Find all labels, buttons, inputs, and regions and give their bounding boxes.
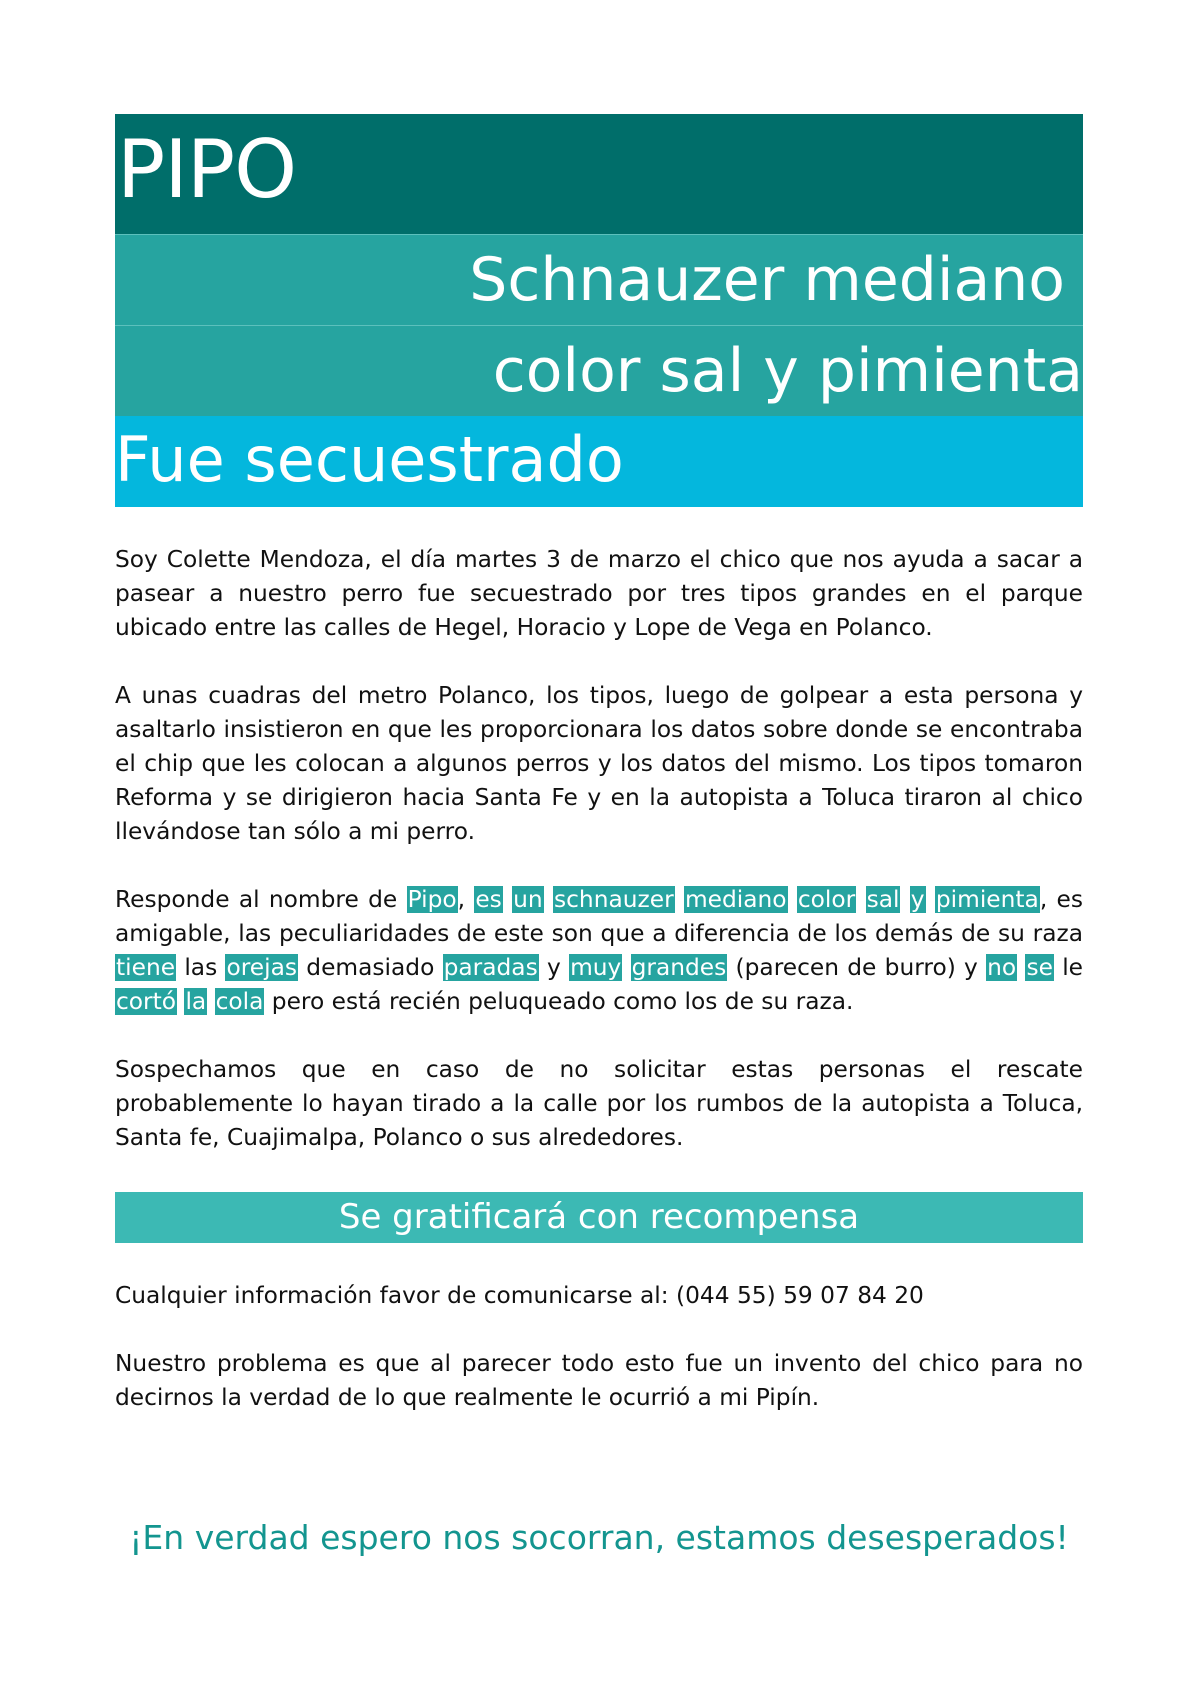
paragraph-problem: Nuestro problema es que al parecer todo esto fue un invento del chico para no decirnos la verdad de lo que realmente le ocurrió a mi Pipín. — [115, 1350, 1083, 1411]
paragraph-incident: A unas cuadras del metro Polanco, los tipos, luego de golpear a esta persona y asaltarlo insistieron en que les proporcionara los datos sobre donde se encontraba el chip que les colocan a algunos perros y los datos del mismo. Los tipos tomaron Reforma y se dirigieron hacia Santa Fe y en la autopista a Toluca tiraron al chico llevándose tan sólo a mi perro. — [115, 682, 1083, 845]
highlight-word: orejas — [226, 954, 298, 981]
text-fragment: Responde al nombre de — [115, 886, 407, 913]
highlight-word: se — [1026, 954, 1053, 981]
highlight-word: es — [475, 886, 502, 913]
text-fragment: (parecen de burro) y — [727, 954, 987, 981]
text-fragment: demasiado — [298, 954, 443, 981]
highlight-word: no — [987, 954, 1017, 981]
subtitle-color: color sal y pimienta — [492, 336, 1083, 406]
flyer — [115, 114, 1083, 1415]
alert-text: Fue secuestrado — [115, 423, 624, 496]
paragraph-intro: Soy Colette Mendoza, el día martes 3 de marzo el chico que nos ayuda a sacar a pasear a nuestro perro fue secuestrado por tres tipos grandes en el parque ubicado entre las calles de Hegel, Horacio y Lope de Vega en Polanco. — [115, 546, 1083, 641]
highlight-word: un — [513, 886, 543, 913]
contact-line: Cualquier información favor de comunicarse al: (044 55) 59 07 84 20 — [115, 1282, 924, 1309]
highlight-word: Pipo — [407, 886, 457, 913]
text-fragment: y — [538, 954, 570, 981]
highlight-word: schnauzer — [553, 886, 674, 913]
highlight-word: la — [185, 988, 207, 1015]
highlight-word: paradas — [443, 954, 538, 981]
highlight-word: y — [910, 886, 925, 913]
text-fragment: las — [176, 954, 226, 981]
reward-banner: Se gratificará con recompensa — [115, 1192, 1083, 1243]
subtitle-band-1 — [115, 234, 1083, 325]
highlight-word: pimienta — [935, 886, 1039, 913]
highlight-word: cortó — [116, 988, 177, 1015]
page-title: PIPO — [117, 123, 297, 216]
highlight-word: sal — [866, 886, 900, 913]
closing-plea: ¡En verdad espero nos socorran, estamos desesperados! — [129, 1518, 1069, 1557]
title-band — [115, 114, 1083, 234]
highlight-word: muy — [570, 954, 622, 981]
highlight-word: color — [797, 886, 856, 913]
text-fragment: pero está recién peluqueado como los de su raza. — [264, 988, 854, 1015]
text-fragment: le — [1053, 954, 1083, 981]
paragraph-description — [115, 883, 1083, 1019]
subtitle-band-2 — [115, 325, 1083, 416]
alert-band — [115, 416, 1083, 507]
paragraph-suspicion: Sospechamos que en caso de no solicitar estas personas el rescate probablemente lo hayan tirado a la calle por los rumbos de la autopista a Toluca, Santa fe, Cuajimalpa, Polanco o sus alrededores. — [115, 1056, 1083, 1151]
text-fragment: , — [457, 886, 475, 913]
highlight-word: tiene — [116, 954, 176, 981]
highlight-word: cola — [215, 988, 264, 1015]
subtitle-breed: Schnauzer mediano — [469, 245, 1065, 315]
highlight-word: grandes — [631, 954, 727, 981]
text-fragment: , es amigable, las peculiaridades de este son que a diferencia de los demás de su raza — [115, 886, 1083, 947]
highlight-word: mediano — [684, 886, 787, 913]
